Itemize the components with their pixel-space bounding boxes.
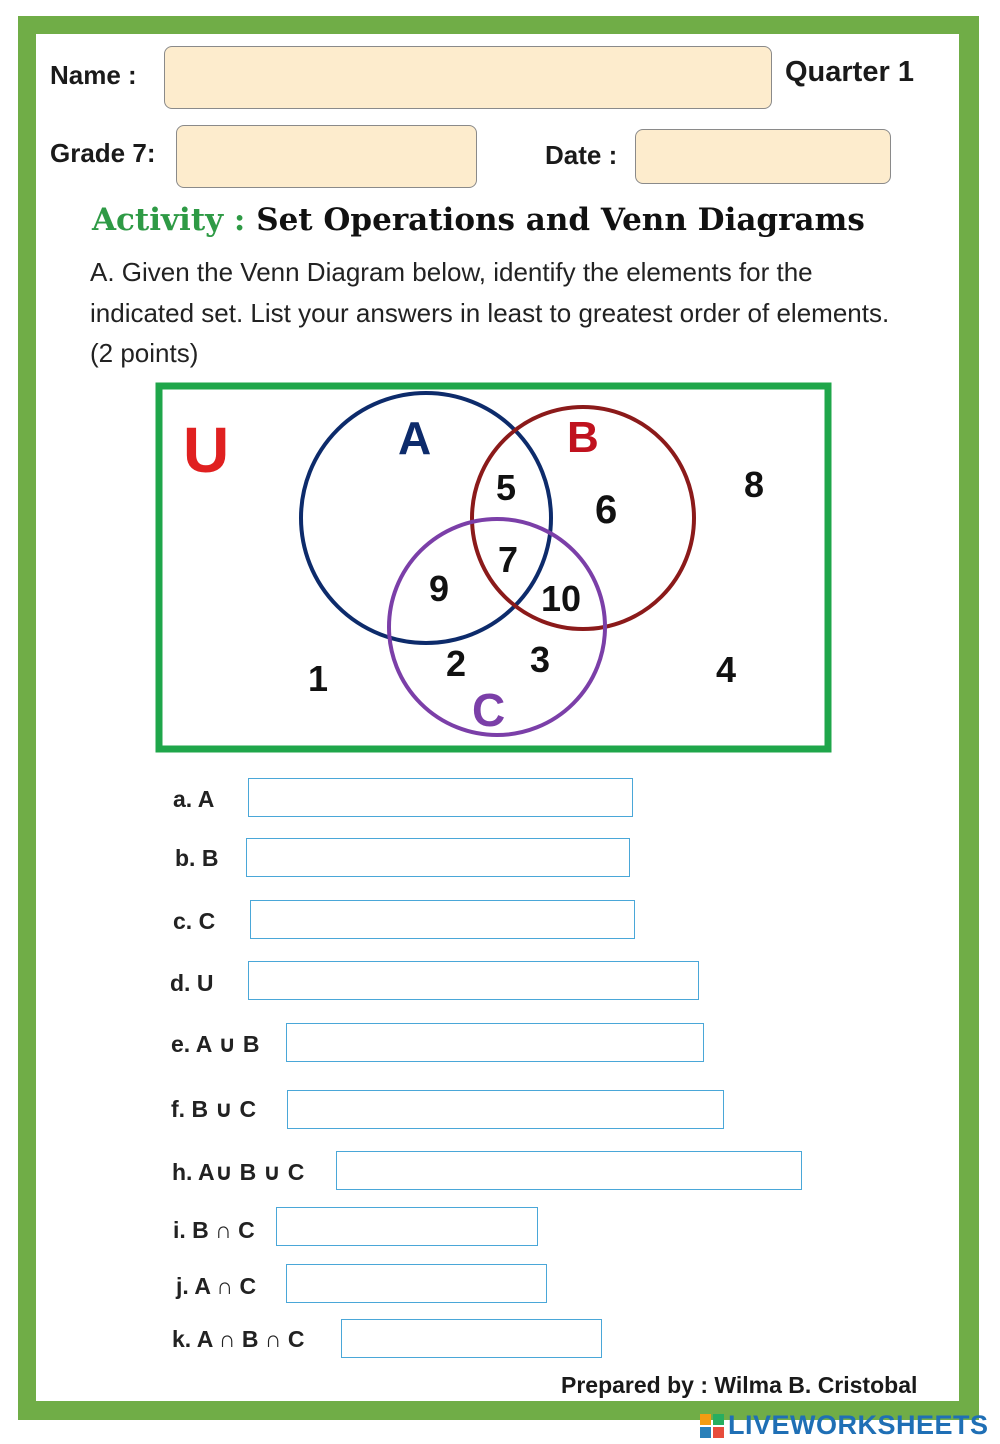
question-label-a: a. A [173, 786, 215, 812]
element-5: 5 [496, 467, 517, 508]
set-a-label: A [398, 412, 432, 464]
name-field[interactable] [164, 46, 772, 109]
activity-main-title: Set Operations and Venn Diagrams [256, 202, 865, 238]
element-1: 1 [308, 658, 329, 699]
question-label-f: f. B ∪ C [171, 1096, 257, 1122]
question-label-k: k. A ∩ B ∩ C [172, 1326, 305, 1352]
answer-box-k[interactable] [341, 1319, 602, 1358]
brand-text: LIVEWORKSHEETS [728, 1410, 989, 1440]
question-label-c: c. C [173, 908, 216, 934]
element-9: 9 [429, 568, 450, 609]
venn-diagram [155, 380, 835, 755]
liveworksheets-icon [700, 1414, 724, 1438]
element-7: 7 [498, 539, 519, 580]
answer-box-h[interactable] [336, 1151, 802, 1190]
answer-box-f[interactable] [287, 1090, 724, 1129]
question-label-e: e. A ∪ B [171, 1031, 260, 1057]
question-label-b: b. B [175, 845, 219, 871]
name-label: Name : [50, 60, 137, 90]
element-4: 4 [716, 649, 737, 690]
liveworksheets-logo[interactable] [700, 1410, 989, 1441]
prepared-by: Prepared by : Wilma B. Cristobal [561, 1372, 918, 1398]
answer-box-d[interactable] [248, 961, 699, 1000]
element-8: 8 [744, 464, 765, 505]
activity-title [92, 202, 865, 238]
answer-box-e[interactable] [286, 1023, 704, 1062]
question-label-i: i. B ∩ C [173, 1217, 255, 1243]
answer-box-a[interactable] [248, 778, 633, 817]
grade-label: Grade 7: [50, 138, 156, 168]
date-label: Date : [545, 140, 618, 170]
question-label-j: j. A ∩ C [176, 1273, 257, 1299]
quarter-label: Quarter 1 [785, 56, 914, 88]
element-6: 6 [595, 488, 618, 532]
element-10: 10 [541, 578, 582, 619]
set-c-label: C [472, 684, 506, 736]
answer-box-j[interactable] [286, 1264, 547, 1303]
answer-box-i[interactable] [276, 1207, 538, 1246]
question-label-h: h. A∪ B ∪ C [172, 1159, 305, 1185]
grade-field[interactable] [176, 125, 477, 188]
universe-label: U [183, 414, 230, 486]
answer-box-c[interactable] [250, 900, 635, 939]
date-field[interactable] [635, 129, 891, 184]
answer-box-b[interactable] [246, 838, 630, 877]
element-2: 2 [446, 643, 467, 684]
instructions-text: A. Given the Venn Diagram below, identify the elements for the indicated set. List your answers in least to greatest order of elements. (2 points) [90, 257, 890, 368]
question-label-d: d. U [170, 970, 214, 996]
element-3: 3 [530, 639, 551, 680]
activity-prefix: Activity : [92, 202, 246, 238]
set-b-label: B [567, 413, 599, 462]
